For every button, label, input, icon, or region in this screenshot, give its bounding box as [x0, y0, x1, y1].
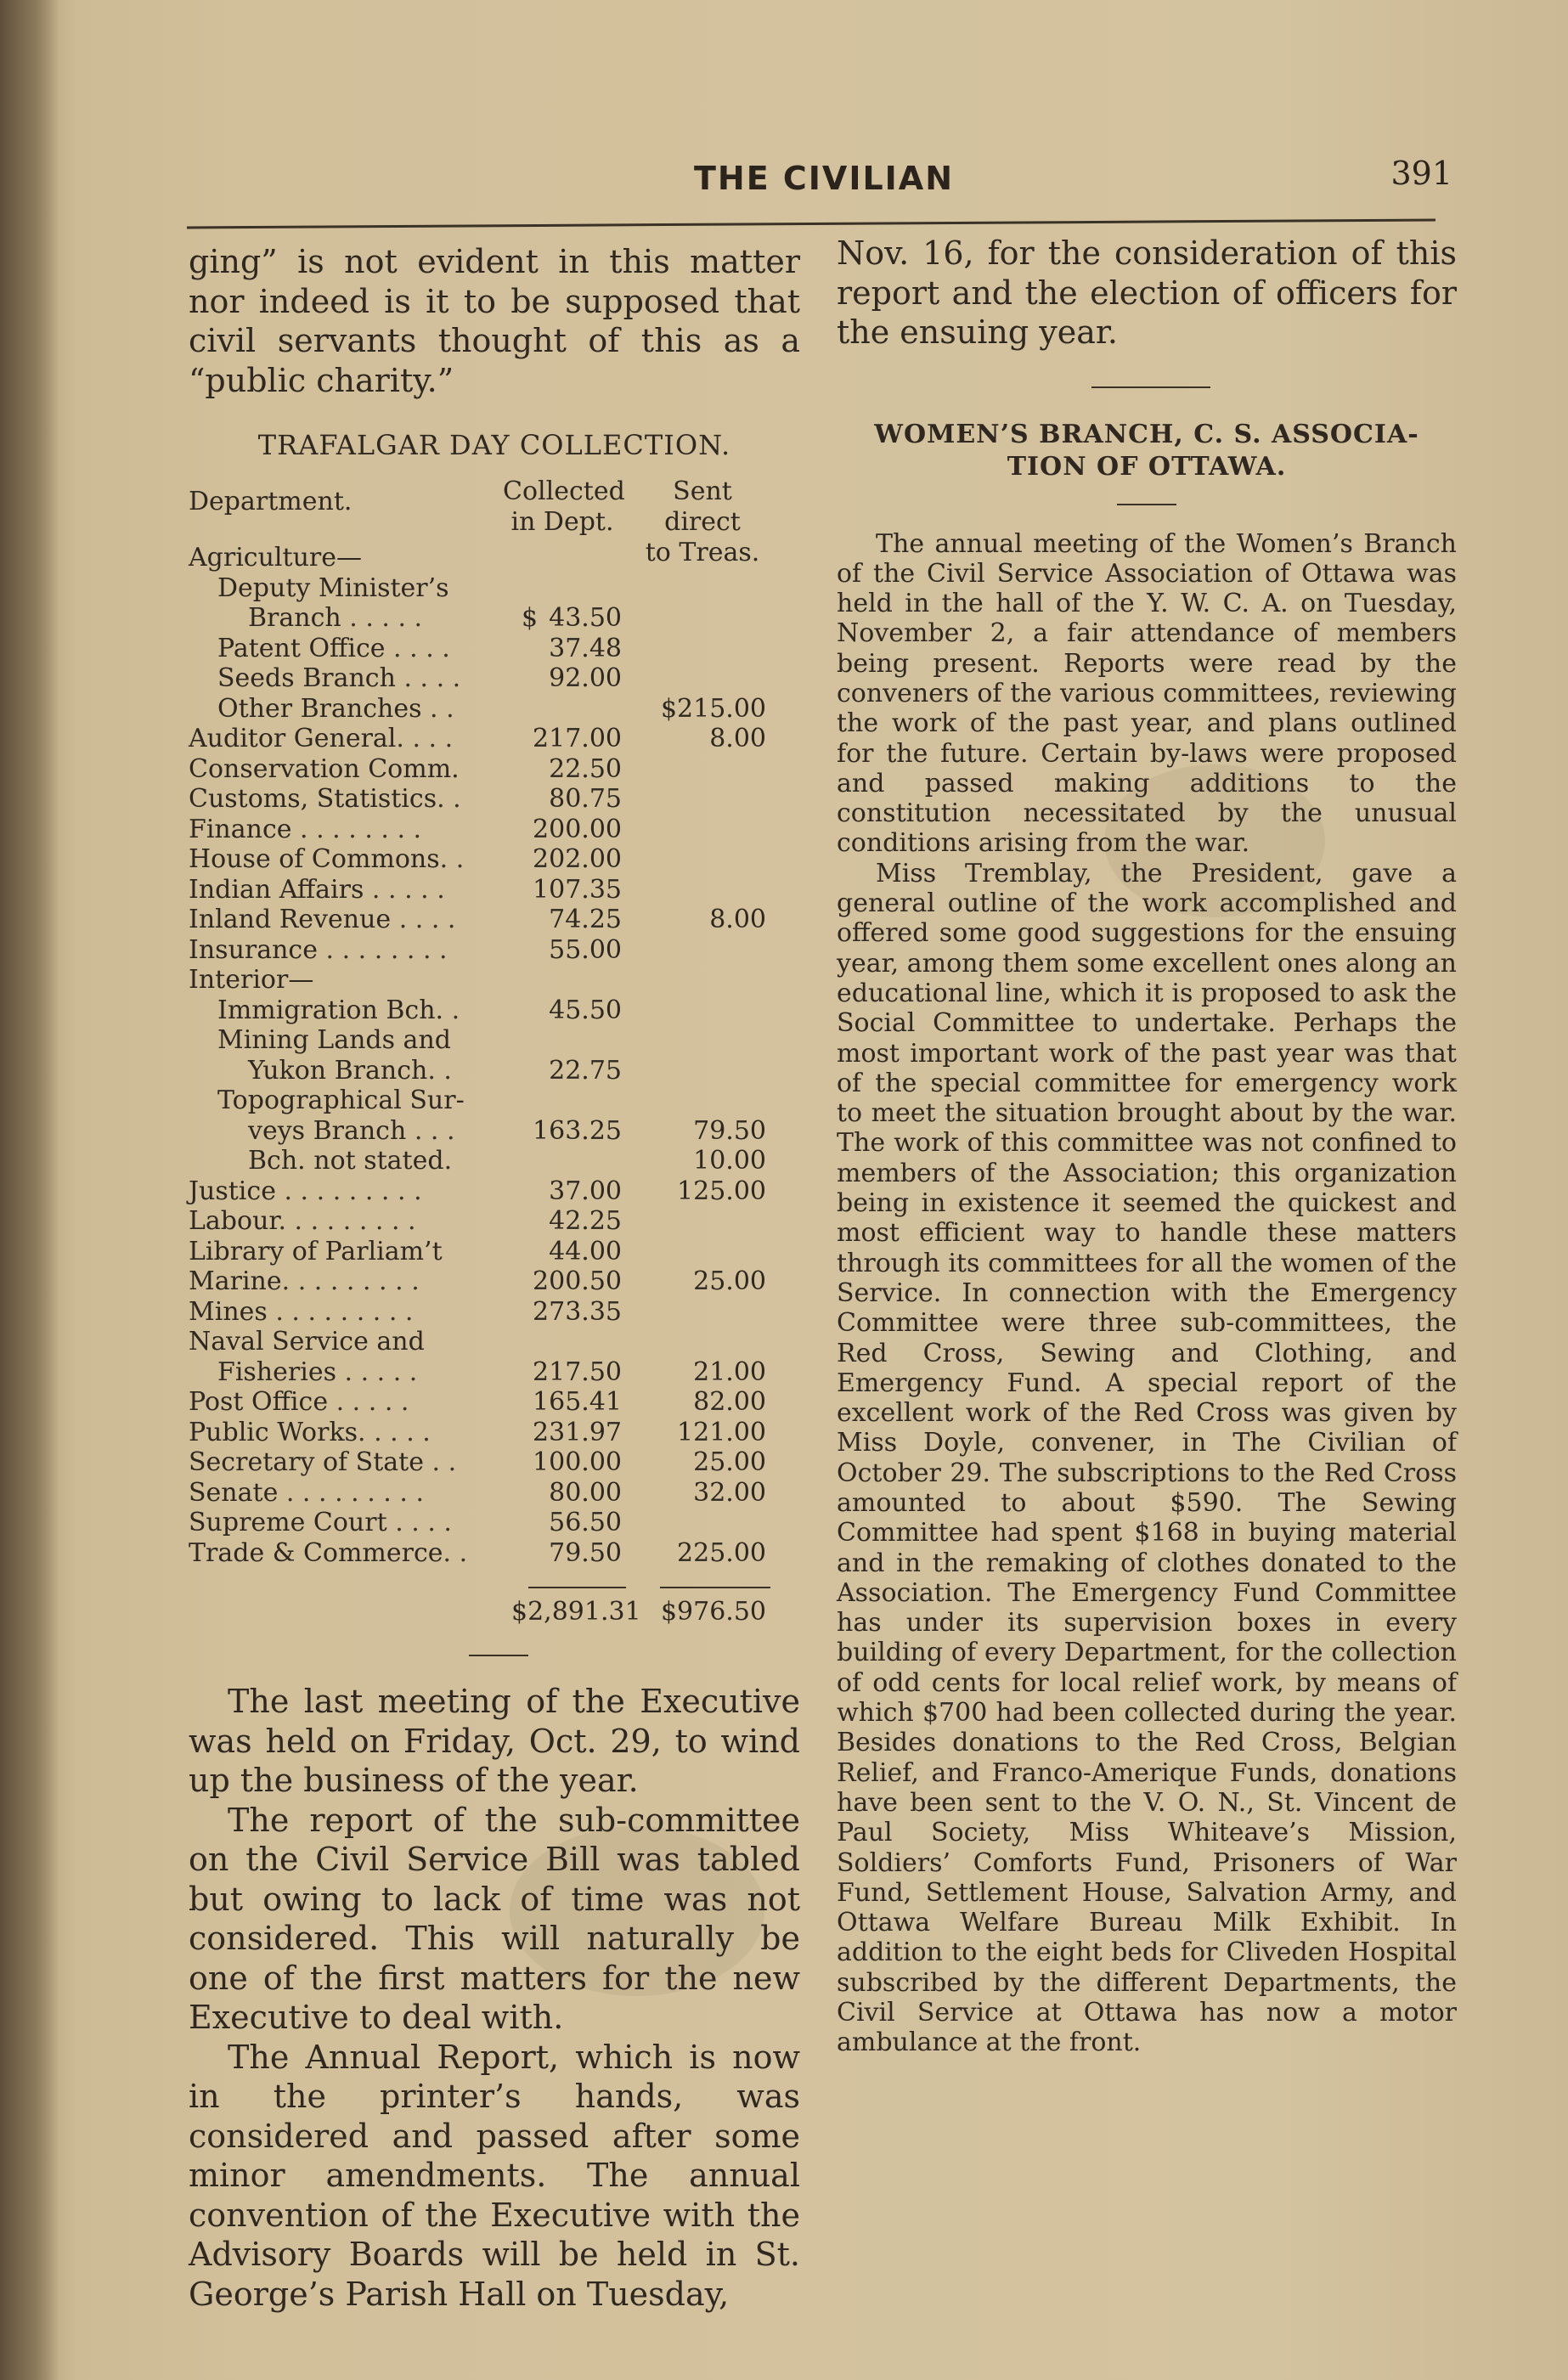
row-sent: $215.00 [660, 693, 766, 724]
leader-dots: . . . . . [336, 1356, 418, 1387]
leader-dots: . . . . [385, 633, 450, 663]
row-collected: 200.00 [533, 814, 622, 844]
row-department [189, 1297, 413, 1328]
row-collected: 43.50 [549, 603, 622, 633]
row-label: Seeds Branch [217, 663, 396, 693]
row-sent: 21.00 [693, 1356, 766, 1387]
table-row [189, 1478, 800, 1509]
row-collected: 22.75 [549, 1055, 622, 1086]
row-sent: 125.00 [677, 1176, 766, 1206]
leader-dots: . . . . . . . . . [267, 1296, 414, 1327]
leader-dots: . . [421, 693, 454, 724]
table-row [189, 1146, 800, 1176]
row-department [248, 1116, 455, 1147]
row-department [189, 875, 445, 905]
row-collected: 56.50 [549, 1508, 622, 1537]
table-row [189, 694, 800, 725]
table-title: TRAFALGAR DAY COLLECTION. [257, 429, 731, 461]
row-department [248, 1146, 452, 1176]
table-row [189, 815, 800, 845]
dollar-sign: $ [522, 603, 539, 633]
row-label: Mining Lands and [217, 1025, 451, 1055]
leader-dots: . . [443, 1537, 468, 1568]
table-row [189, 603, 800, 634]
row-sent: 25.00 [693, 1447, 766, 1477]
row-collected: 217.00 [533, 724, 622, 753]
table-row [189, 1297, 800, 1328]
row-label: Indian Affairs [189, 874, 364, 905]
row-department [217, 1025, 451, 1056]
row-department [217, 995, 460, 1026]
row-collected: 79.50 [549, 1537, 622, 1568]
row-label: Supreme Court [189, 1508, 387, 1537]
row-department [217, 694, 454, 725]
row-label: Auditor General [189, 724, 397, 753]
section-title-line1: WOMEN’S BRANCH, C. S. ASSOCIA- [874, 419, 1419, 449]
row-department [189, 1327, 425, 1357]
row-label: Deputy Minister’s [217, 572, 449, 603]
row-label: Yukon Branch [248, 1055, 428, 1086]
row-sent: 25.00 [693, 1266, 766, 1296]
row-label: Fisheries [217, 1356, 336, 1387]
leader-dots: . . . [406, 1115, 455, 1146]
totals-row [189, 1593, 800, 1631]
row-department [217, 1086, 465, 1116]
row-department [189, 1478, 424, 1509]
row-collected: 231.97 [533, 1417, 622, 1447]
header-collected [503, 477, 625, 538]
leader-dots: . . [423, 1447, 457, 1477]
paragraph: The annual meeting of the Women’s Branch of the Civil Service Association of Ottawa was held in the hall of the Y. W. C. A. on Tuesday, November 2, a fair attendance of members being present. Reports were read by the conveners of the various committees, reviewing the work of the past year, and plans outlined for the future. Certain by-laws were proposed and passed making additions to the constitution necessitated by the unusual conditions arising from the war. [837, 528, 1457, 859]
row-label: House of Commons [189, 844, 440, 874]
row-department [189, 905, 455, 935]
intro-paragraph: ging” is not evident in this matter nor indeed is it to be supposed that civil servants thought of this as a “public charity.” [189, 243, 800, 399]
table-row [189, 1056, 800, 1086]
row-collected: 107.35 [533, 874, 622, 905]
leader-dots: . . [427, 1055, 452, 1086]
row-label: Public Works [189, 1417, 358, 1447]
paragraph: The last meeting of the Executive was held on Friday, Oct. 29, to wind up the business of the year. [189, 1683, 800, 1799]
row-collected: 74.25 [549, 905, 622, 934]
page-header-title: THE CIVILIAN [693, 160, 955, 197]
row-label: Trade & Commerce [189, 1537, 443, 1568]
row-label: Finance [189, 814, 292, 844]
table-row [189, 784, 800, 815]
section-divider [1091, 386, 1210, 388]
row-department [189, 935, 448, 966]
table-row [189, 663, 800, 694]
total-rule-sent [660, 1587, 770, 1588]
row-collected: 44.00 [549, 1236, 622, 1266]
table-row [189, 724, 800, 754]
title-underline [1117, 504, 1176, 505]
leader-dots: . . . . . . . . . [278, 1477, 424, 1508]
row-department [189, 1237, 443, 1267]
row-label: Topographical Sur- [217, 1086, 465, 1115]
row-label: Bch. not stated [248, 1146, 444, 1176]
row-department [217, 573, 449, 604]
leader-dots: . . . . . [364, 874, 445, 905]
leader-dots: . . . . . . . . [318, 934, 448, 965]
table-row [189, 1116, 800, 1147]
leader-dots: . . [437, 784, 461, 814]
row-department [248, 1056, 452, 1086]
table-row [189, 1357, 800, 1388]
leader-dots: . . . . [391, 905, 456, 934]
table-row [189, 1418, 800, 1448]
table-row [189, 573, 800, 604]
row-department [189, 543, 362, 573]
row-label: Naval Service and [189, 1327, 425, 1356]
row-department [248, 603, 422, 634]
left-column [189, 242, 800, 2314]
row-department [189, 965, 313, 995]
header-department: Department. [189, 487, 353, 516]
table-row [189, 1086, 800, 1116]
row-label: Library of Parliam’t [189, 1236, 443, 1266]
leader-dots: . . . . . . . . . [281, 1266, 420, 1296]
total-collected: $2,891.31 [511, 1597, 641, 1627]
row-label: Justice [189, 1176, 276, 1206]
row-label: Patent Office [217, 633, 386, 663]
row-sent: 225.00 [677, 1537, 766, 1568]
section-title-line2: TION OF OTTAWA. [1007, 451, 1287, 482]
row-label: Immigration Bch. [217, 995, 444, 1025]
table-row [189, 634, 800, 664]
row-department [189, 724, 453, 754]
row-collected: 55.00 [549, 934, 622, 965]
row-department [217, 1357, 417, 1388]
header-sent-line2: to Treas. [645, 538, 760, 567]
row-label: Senate [189, 1477, 279, 1508]
row-label: Customs, Statistics [189, 784, 437, 814]
table-row [189, 1206, 800, 1237]
table-row [189, 1237, 800, 1267]
row-department [189, 1447, 456, 1478]
total-sent: $976.50 [660, 1597, 766, 1627]
row-department [189, 1266, 420, 1297]
row-collected: 92.00 [549, 663, 622, 693]
row-sent: 79.50 [693, 1115, 766, 1146]
binding-gutter [0, 0, 59, 2380]
row-collected: 200.50 [533, 1266, 622, 1296]
row-sent: 8.00 [709, 724, 766, 753]
paragraph: The report of the sub-committee on the Civil Service Bill was tabled but owing to lack of time was not considered. This will naturally be one of the first matters for the new Executive to deal with. [189, 1801, 800, 2036]
row-collected: 42.25 [549, 1206, 622, 1236]
table-body [189, 543, 800, 1568]
row-collected: 217.50 [533, 1356, 622, 1387]
total-rule-collected [528, 1587, 626, 1588]
table-row [189, 1447, 800, 1478]
table-row [189, 875, 800, 905]
leader-dots: . . . . . [341, 603, 423, 633]
row-label: Branch [248, 603, 341, 633]
row-collected: 80.00 [549, 1477, 622, 1508]
row-sent: 10.00 [693, 1146, 766, 1176]
right-column [837, 234, 1457, 2058]
section-title [837, 419, 1457, 483]
table-row [189, 1327, 800, 1357]
table-row [189, 1176, 800, 1207]
row-collected: 165.41 [533, 1387, 622, 1417]
row-label: Post Office [189, 1387, 329, 1417]
row-sent: 121.00 [677, 1417, 766, 1447]
row-collected: 22.50 [549, 753, 622, 784]
row-sent: 82.00 [693, 1387, 766, 1417]
row-collected: 45.50 [549, 995, 622, 1025]
leader-dots: . [443, 1146, 453, 1176]
leader-dots: . . . . . [358, 1417, 431, 1447]
leader-dots: . . . . [386, 1508, 452, 1537]
header-rule [187, 219, 1435, 229]
leader-dots: . . . . . . . . [291, 814, 422, 844]
row-label: Insurance [189, 934, 318, 965]
total-rules [189, 1568, 800, 1593]
table-row [189, 1387, 800, 1418]
row-department [189, 815, 421, 845]
table-row [189, 844, 800, 875]
leader-dots: . . . . [396, 724, 454, 753]
row-label: Secretary of State [189, 1447, 424, 1477]
leader-dots: . . [439, 844, 465, 874]
table-row [189, 995, 800, 1026]
table-row [189, 1538, 800, 1569]
table-row [189, 1025, 800, 1056]
row-department [189, 1418, 431, 1448]
leader-dots: . . . . . . . . . [278, 1206, 416, 1236]
row-label: Conservation Comm. [189, 753, 460, 784]
row-sent: 8.00 [709, 905, 766, 934]
section-divider [469, 1655, 528, 1656]
row-label: Agriculture— [189, 543, 362, 572]
row-collected: 37.00 [549, 1176, 622, 1206]
paragraph: The Annual Report, which is now in the printer’s hands, was considered and passed after some minor amendments. The annual convention of the Executive with the Advisory Boards will be held in St. George’s Parish Hall on Tuesday, [189, 2038, 800, 2313]
header-collected-line1: Collected [503, 477, 625, 506]
page-number: 391 [1390, 155, 1452, 192]
row-collected: 100.00 [533, 1447, 622, 1477]
row-department [189, 1206, 416, 1237]
table-row [189, 1266, 800, 1297]
row-collected: 202.00 [533, 844, 622, 874]
paragraph: Miss Tremblay, the President, gave a general outline of the work accomplished and offered some good suggestions for the ensuing year, among them some excellent ones along an educational line, which it is proposed to ask the Social Committee to undertake. Perhaps the most important work of the past year was that of the special committee for emergency work to meet the situation brought about by the war. The work of this committee was not confined to members of the Association; this organization being in existence it seemed the quickest and most efficient way to handle these matters through its committees for all the women of the Service. In connection with the Emergency Committee were three sub-committees, the Red Cross, Sewing and Clothing, and Emergency Fund. A special report of the excellent work of the Red Cross was given by Miss Doyle, convener, in The Civilian of October 29. The subscriptions to the Red Cross amounted to about $590. The Sewing Committee had spent $168 in buying material and in the remaking of clothes donated to the Association. The Emergency Fund Committee has under its supervision boxes in every building of every Department, for the collection of odd cents for local relief work, by means of which $700 had been collected during the year. Besides donations to the Red Cross, Belgian Relief, and Franco-Amerique Funds, donations have been sent to the V. O. N., St. Vincent de Paul Society, Miss Whiteave’s Mission, Soldiers’ Comforts Fund, Prisoners of War Fund, Settlement House, Salvation Army, and Ottawa Welfare Bureau Milk Exhibit. In addition to the eight beds for Cliveden Hospital subscribed by the different Departments, the Civil Service at Ottawa has now a motor ambulance at the front. [837, 858, 1457, 2058]
leader-dots: . . . . [395, 663, 461, 693]
row-sent: 32.00 [693, 1477, 766, 1508]
row-department [217, 663, 460, 694]
row-department [217, 634, 450, 664]
table-row [189, 543, 800, 573]
row-collected: 80.75 [549, 784, 622, 814]
leader-dots: . . . . . [328, 1387, 409, 1417]
row-department [189, 1176, 422, 1207]
row-label: veys Branch [248, 1115, 407, 1146]
row-label: Interior— [189, 965, 314, 995]
table-row [189, 754, 800, 785]
table-row [189, 905, 800, 935]
row-label: Mines [189, 1296, 268, 1327]
row-label: Inland Revenue [189, 905, 392, 934]
row-label: Other Branches [217, 693, 422, 724]
table-row [189, 935, 800, 966]
header-sent-line1: Sent direct [664, 477, 741, 537]
table-row [189, 965, 800, 995]
row-department [189, 754, 460, 785]
table-row [189, 1508, 800, 1538]
row-label: Labour [189, 1206, 279, 1236]
leader-dots: . . . . . . . . . [275, 1176, 422, 1206]
row-department [189, 1508, 452, 1538]
leader-dots: . [443, 995, 460, 1025]
row-collected: 163.25 [533, 1115, 622, 1146]
row-department [189, 784, 461, 815]
row-label: Marine [189, 1266, 282, 1296]
continuation-paragraph: Nov. 16, for the consideration of this report and the election of officers for the ensuing year. [837, 234, 1457, 351]
row-collected: 273.35 [533, 1296, 622, 1327]
row-collected: 37.48 [549, 633, 622, 663]
row-department [189, 1538, 467, 1569]
row-department [189, 844, 464, 875]
row-department [189, 1387, 409, 1418]
header-collected-line2: in Dept. [510, 507, 614, 537]
